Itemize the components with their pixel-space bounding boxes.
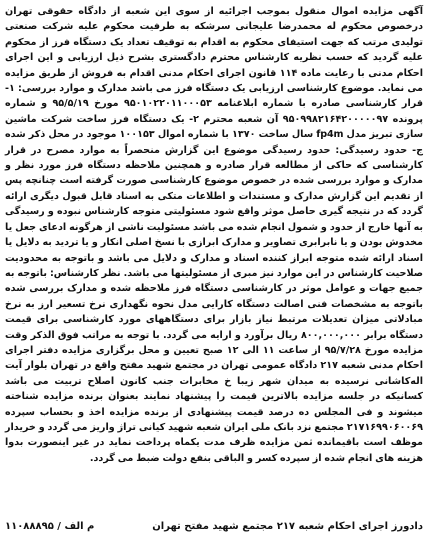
notice-footer: [5, 518, 423, 534]
auction-notice-text: آگهی مزایده اموال منقول بموجب اجرائیه از سوی این شعبه از دادگاه حقوقی تهران درخصوص محکوم له محمدرضا علیجانی سرشکه به طرفیت محکوم علیه شرکت صنعتی تولیدی مرتب که جهت استیفای محکوم به اقدام به توقیف تعداد یک دستگاه فرز از محکوم علیه گردید که حسب نظریه کارشناس محترم دادگستری بشرح ذیل ارزیابی و این اجرای احکام مدنی با رعایت ماده ۱۱۴ قانون اجرای احکام مدنی اقدام به فروش از طریق مزایده می نماید. موضوع کارشناسی ارزیابی یک دستگاه فرز می باشد مدارک و موارد بررسی: ۱-قرار کارشناسی صادره با شماره ابلاغنامه ۹۵۰۱۰۲۲۰۱۱۰۰۰۵۳ مورخ ۹۵/۵/۱۹ و شماره پرونده ۹۵۰۹۹۸۲۱۶۴۲۰۰۰۰۰۹۷ آن شعبه محترم ۲- یک دستگاه فرز ساخت شرکت ماشین سازی تبریز مدل fp4m سال ساخت ۱۳۷۰ با شماره اموال ۱۰۰۱۵۳ موجود در محل ذکر شده ج- حدود رسیدگی: حدود رسیدگی موضوع این گزارش منحصراً به موارد مصرح در قرار کارشناسی که حاکی از مطالعه قرار صادره و همچنین ملاحظه دستگاه فرز مورد نظر و مدارک و موارد بررسی شده در خصوص موضوع کارشناسی صورت گرفته است چنانچه پس از تقدیم این گزارش مدارک و مستندات و اطلاعات متکی به اسناد قابل قبول دیگری ارائه گردد که در نتیجه گیری حاصل موثر واقع شود مسئولیتی متوجه کارشناس نبوده و رسیدگی به آنها خارج از حدود و شمول انجام شده می باشد مسئولیت ناشی از هرگونه ادعای جعل یا مخدوش بودن و یا نابرابری تصاویر و مدارک ابرازی با نسخ اصلی انکار و یا تردید به دلایل یا اسناد ارائه شده متوجه ابراز کننده اسناد و مدارک و دلایل می باشد و باتوجه به محدودیت صلاحیت کارشناس در این موارد نیز مبری از مسئولیتها می باشد. نظر کارشناس: باتوجه به جمیع جهات و عوامل موثر در کارشناسی دستگاه فرز ملاحظه شده و مدارک بررسی شده باتوجه به مشخصات فنی اصالت دستگاه کارایی مدل نحوه نگهداری نرخ تسعیر ارز به نرخ مبادلاتی میزان تعدیلات مرتبط نیاز بازار برای دستگاههای مورد کارشناسی برای قیمت دستگاه برابر ۸۰۰,۰۰۰,۰۰۰ ریال برآورد و ارایه می گردد. با توجه به مراتب فوق الذکر وقت مزایده مورخ ۹۵/۷/۲۸ از ساعت ۱۱ الی ۱۲ صبح تعیین و محل برگزاری مزایده دفتر اجرای احکام مدنی شعبه ۲۱۷ دادگاه عمومی تهران در مجتمع شهید مفتح واقع در تهران بلوار آیت اله‌کاشانی نرسیده به میدان شهر زیبا خ مخابرات جنب کانون اصلاح تربیت می باشد کسانیکه در جلسه مزایده بالاترین قیمت را پیشنهاد نمایند بعنوان برنده مزایده شناخته میشوند و فی المجلس ده درصد قیمت پیشنهادی از برنده مزایده اخذ و بحساب سپرده ۲۱۷۱۶۹۹۰۶۰۰۶۹ مجتمع نزد بانک ملی ایران شعبه شهید کیانی تراژ واریز می گردد و خریدار موظف است باقیمانده ثمن مزایده ظرف مدت یکماه پرداخت نماید در غیر اینصورت بدوا هزینه های انجام شده از سپرده کسر و الباقی بنفع دولت ضبط می گردد.: [5, 6, 424, 464]
notice-reference-code: ۱۱۰۸۸۸۹۵ / م الف: [5, 520, 95, 532]
court-officer-signature-line: دادورز اجرای احکام شعبه ۲۱۷ مجتمع شهید مفتح تهران: [152, 520, 423, 532]
